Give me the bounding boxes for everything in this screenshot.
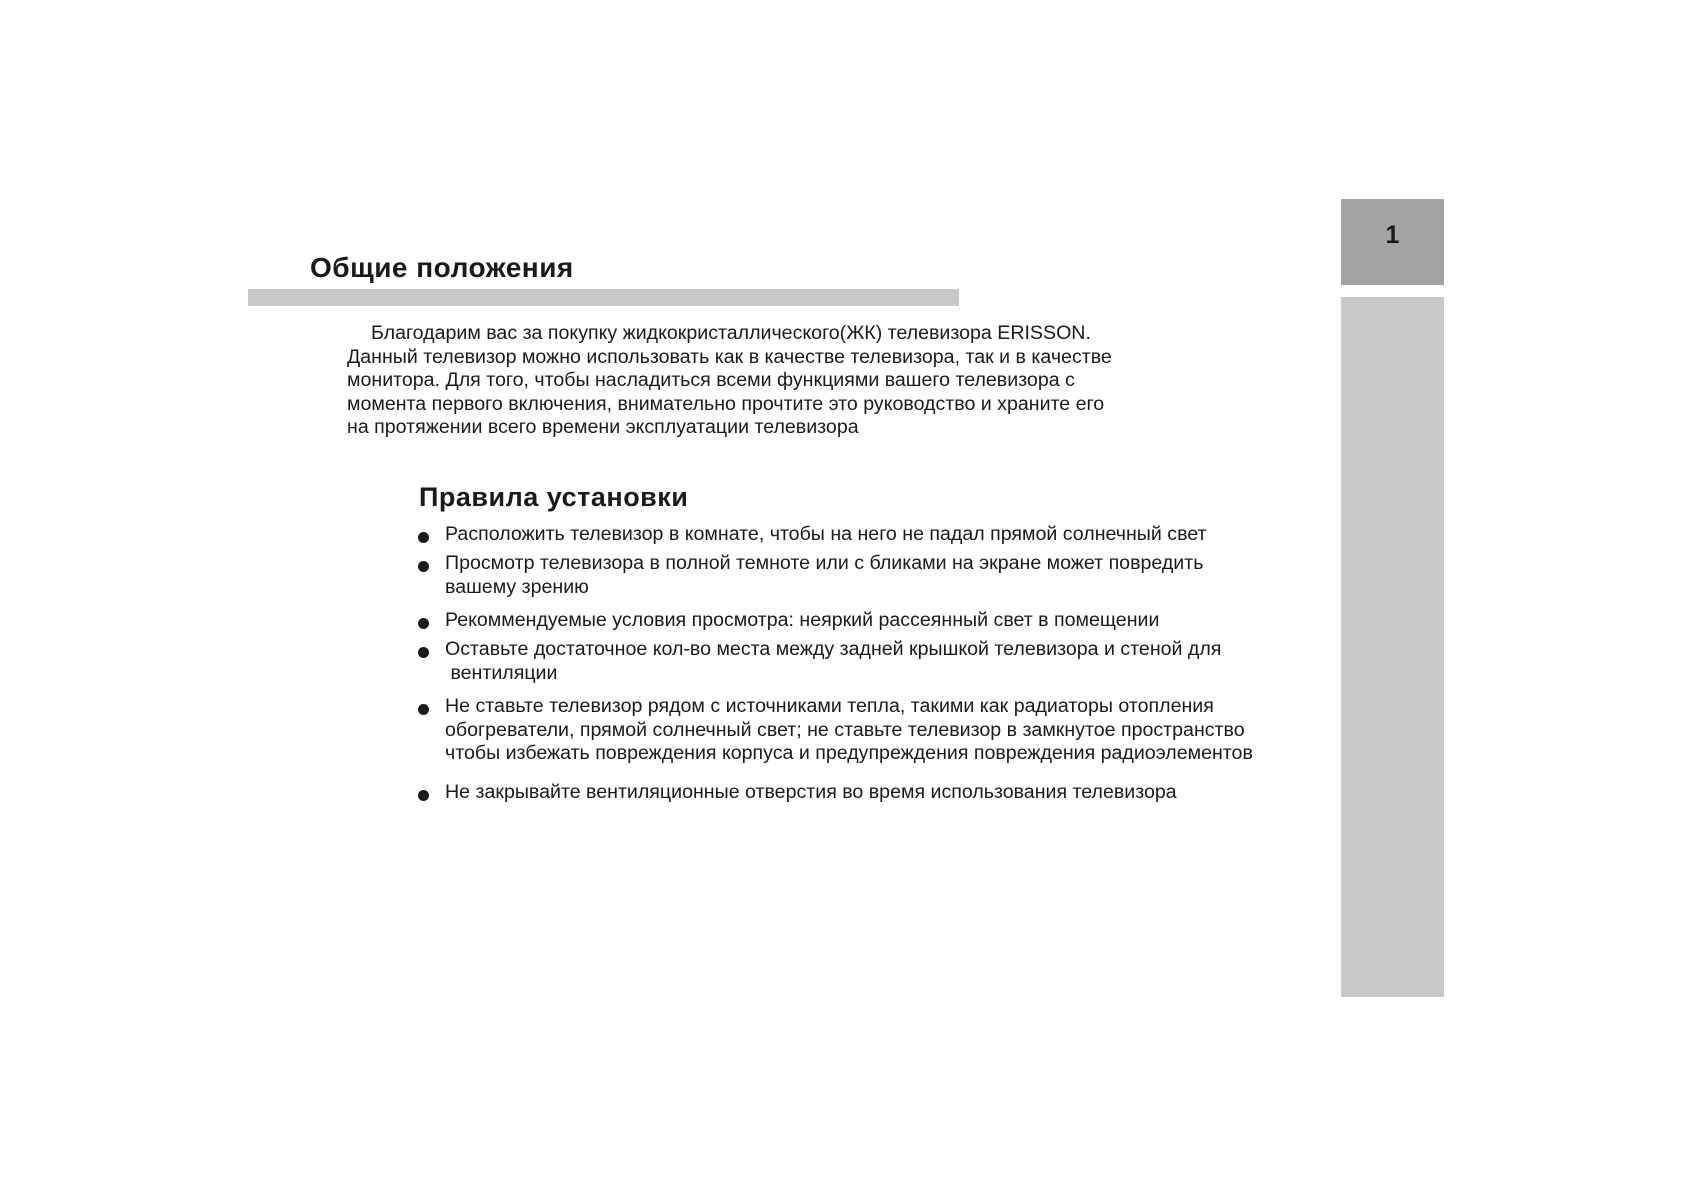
section-title: Общие положения xyxy=(310,252,574,283)
side-strip xyxy=(1341,297,1444,997)
installation-rules-title: Правила установки xyxy=(419,482,689,512)
bullet-icon xyxy=(418,790,429,801)
rule-line: Не закрывайте вентиляционные отверстия во время использования телевизора xyxy=(445,781,1177,803)
rule-line: Расположить телевизор в комнате, чтобы на него не падал прямой солнечный свет xyxy=(445,523,1207,545)
rule-text xyxy=(445,638,1338,685)
bullet-icon xyxy=(418,618,429,629)
rule-line: чтобы избежать повреждения корпуса и предупреждения повреждения радиоэлементов xyxy=(445,742,1253,764)
page-number: 1 xyxy=(1385,221,1400,249)
intro-line: на протяжении всего времени эксплуатации телевизора xyxy=(347,416,859,438)
rule-text xyxy=(445,781,1338,805)
rule-line: Оставьте достаточное кол-во места между задней крышкой телевизора и стеной для xyxy=(445,638,1222,660)
intro-line: монитора. Для того, чтобы насладиться всеми функциями вашего телевизора с xyxy=(347,369,1075,391)
intro-line: Благодарим вас за покупку жидкокристаллического(ЖК) телевизора ERISSON. xyxy=(371,322,1091,344)
rule-item xyxy=(418,609,1338,633)
rule-line: вашему зрению xyxy=(445,575,589,598)
intro-line: момента первого включения, внимательно прочтите это руководство и храните его xyxy=(347,392,1105,415)
intro-line: Данный телевизор можно использовать как в качестве телевизора, так и в качестве xyxy=(347,345,1112,368)
bullet-icon xyxy=(418,704,429,715)
rule-item xyxy=(418,638,1338,685)
title-underline-bar xyxy=(248,289,959,306)
rule-text xyxy=(445,609,1338,633)
page-number-tab xyxy=(1341,199,1444,285)
intro-paragraph xyxy=(347,322,1207,440)
rule-line: Рекоммендуемые условия просмотра: неяркий рассеянный свет в помещении xyxy=(445,609,1160,631)
bullet-icon xyxy=(418,561,429,572)
rule-line: вентиляции xyxy=(445,661,558,684)
bullet-icon xyxy=(418,647,429,658)
rule-item xyxy=(418,552,1338,599)
rule-line: Не ставьте телевизор рядом с источниками тепла, такими как радиаторы отопления xyxy=(445,695,1214,717)
rule-item xyxy=(418,695,1338,766)
rule-text xyxy=(445,552,1338,599)
bullet-icon xyxy=(418,532,429,543)
rule-text xyxy=(445,523,1338,547)
rule-item xyxy=(418,781,1338,805)
rule-line: обогреватели, прямой солнечный свет; не ставьте телевизор в замкнутое пространство xyxy=(445,718,1245,741)
rule-text xyxy=(445,695,1338,766)
rule-line: Просмотр телевизора в полной темноте или с бликами на экране может повредить xyxy=(445,552,1204,574)
rule-item xyxy=(418,523,1338,547)
